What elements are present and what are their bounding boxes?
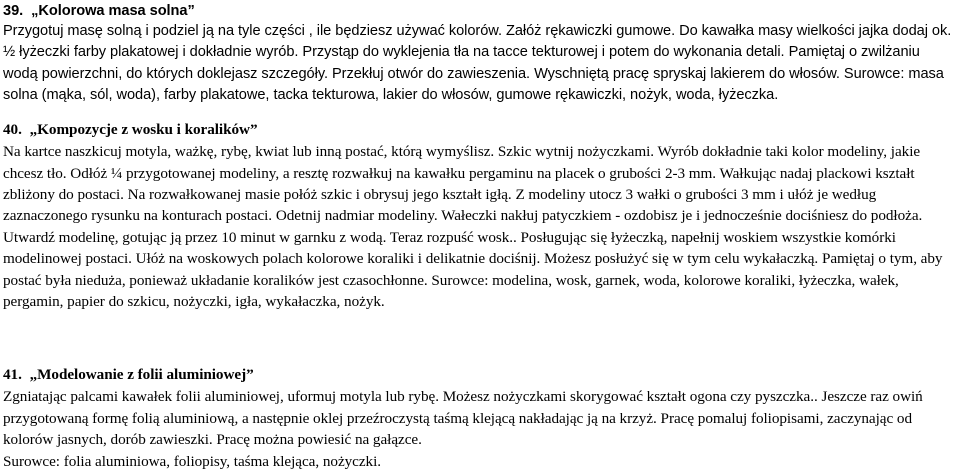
materials-list: Surowce: modelina, wosk, garnek, woda, kolorowe koraliki, łyżeczka, wałek, pergamin, papier do szkicu, nożyczki, igła, wykałaczka, nożyk. bbox=[3, 271, 899, 311]
section-title: „Kolorowa masa solna” bbox=[31, 3, 195, 19]
instruction-sentence: Wyschniętą pracę spryskaj lakierem do włosów. bbox=[534, 65, 840, 82]
instruction-sentence: Odetnij nadmiar modeliny. bbox=[275, 207, 438, 225]
instruction-sentence: Przystąp do wyklejenia tła na tacce tekturowej i potem do wykonania detali. bbox=[302, 44, 785, 61]
instruction-sentence: Teraz rozpuść wosk.. bbox=[389, 228, 517, 246]
instruction-sentence: Pracę można powiesić na gałązce. bbox=[216, 431, 422, 449]
section-number: 41. bbox=[3, 366, 22, 384]
section-number: 39. bbox=[3, 3, 24, 19]
instruction-sentence: Przekłuj otwór do zawieszenia. bbox=[332, 65, 531, 82]
instruction-sentence: Pamiętaj o zwilżaniu wodą powierzchni, do których doklejasz szczegóły. bbox=[3, 44, 920, 82]
instruction-sentence: Szkic wytnij nożyczkami. bbox=[497, 143, 655, 161]
section-heading bbox=[3, 118, 958, 141]
instructions-paragraph bbox=[3, 386, 958, 472]
instruction-sentence: Możesz nożyczkami skorygować kształt ogona czy pyszczka.. bbox=[442, 388, 818, 406]
section-number: 40. bbox=[3, 121, 22, 139]
instruction-sentence: Wyrób dokładnie taki kolor modeliny, jakie chcesz tło. bbox=[3, 143, 921, 182]
section-40 bbox=[3, 118, 958, 312]
instructions-paragraph bbox=[3, 21, 958, 106]
instruction-sentence: Wałeczki nakłuj patyczkiem - ozdobisz je i jednocześnie dociśniesz do podłoża. bbox=[441, 207, 923, 225]
instruction-sentence: Utwardź modelinę, gotując ją przez 10 minut w garnku z wodą. bbox=[3, 228, 387, 246]
instruction-sentence: Pracę pomaluj foliopisami, zaczynając od kolorów jasnych, dorób zawieszki. bbox=[3, 409, 912, 449]
instruction-sentence: Ułóż na woskowych polach kolorowe koraliki i delikatnie dociśnij. bbox=[135, 250, 541, 268]
instruction-sentence: Do kawałka masy wielkości jajka dodaj ok. ½ łyżeczki farby plakatowej i dokładnie wyrób. bbox=[3, 23, 952, 61]
section-41 bbox=[3, 363, 958, 472]
section-title: „Kompozycje z wosku i koralików” bbox=[29, 121, 258, 139]
section-heading bbox=[3, 1, 958, 21]
section-39 bbox=[3, 1, 958, 106]
instruction-sentence: Na rozwałkowanej masie połóż szkic i obrysuj jego kształt igłą. bbox=[127, 186, 512, 203]
instruction-sentence: Zgniatając palcami kawałek folii aluminiowej, uformuj motyla lub rybę. bbox=[3, 388, 439, 406]
instruction-sentence: Posługując się łyżeczką, napełnij woskiem wszystkie komórki modelinowej postaci. bbox=[3, 228, 896, 268]
instruction-sentence: Możesz posłużyć się w tym celu wykałaczką. bbox=[544, 250, 819, 268]
materials-list: Surowce: masa solna (mąka, sól, woda), farby plakatowe, tacka tekturowa, lakier do włosów, gumowe rękawiczki, nożyk, woda, łyżeczka. bbox=[3, 65, 944, 103]
instruction-sentence: Wałkując nadaj plackowi kształt zbliżony do postaci. bbox=[3, 164, 915, 203]
document-page bbox=[3, 0, 958, 470]
instruction-sentence: Odłóż ¼ przygotowanej modeliny, a resztę rozwałkuj na kawałku pergaminu na placek o grubości 2-3 mm. bbox=[70, 164, 717, 182]
instruction-sentence: Z modeliny utocz 3 wałki o grubości 3 mm i ułóż je według zaznaczonego rysunku na konturach postaci. bbox=[3, 186, 877, 225]
instructions-paragraph bbox=[3, 141, 958, 312]
instruction-sentence: Pamiętaj o tym, aby postać była nieduża, ponieważ układanie koralików jest czasochłonne. bbox=[3, 250, 943, 289]
section-heading bbox=[3, 363, 958, 386]
materials-list: Surowce: folia aluminiowa, foliopisy, taśma klejąca, nożyczki. bbox=[3, 452, 382, 470]
section-title: „Modelowanie z folii aluminiowej” bbox=[29, 366, 254, 384]
instruction-sentence: Przygotuj masę solną i podziel ją na tyle części , ile będziesz używać kolorów. bbox=[3, 23, 502, 39]
instruction-sentence: Na kartce naszkicuj motyla, ważkę, rybę, kwiat lub inną postać, którą wymyślisz. bbox=[3, 143, 495, 161]
instruction-sentence: Załóż rękawiczki gumowe. bbox=[505, 23, 676, 39]
instruction-sentence: Jeszcze raz owiń przygotowaną formę folią aluminiową, a następnie oklej przeźroczystą taśmą klejącą nakładając ją na krzyż. bbox=[3, 388, 923, 427]
